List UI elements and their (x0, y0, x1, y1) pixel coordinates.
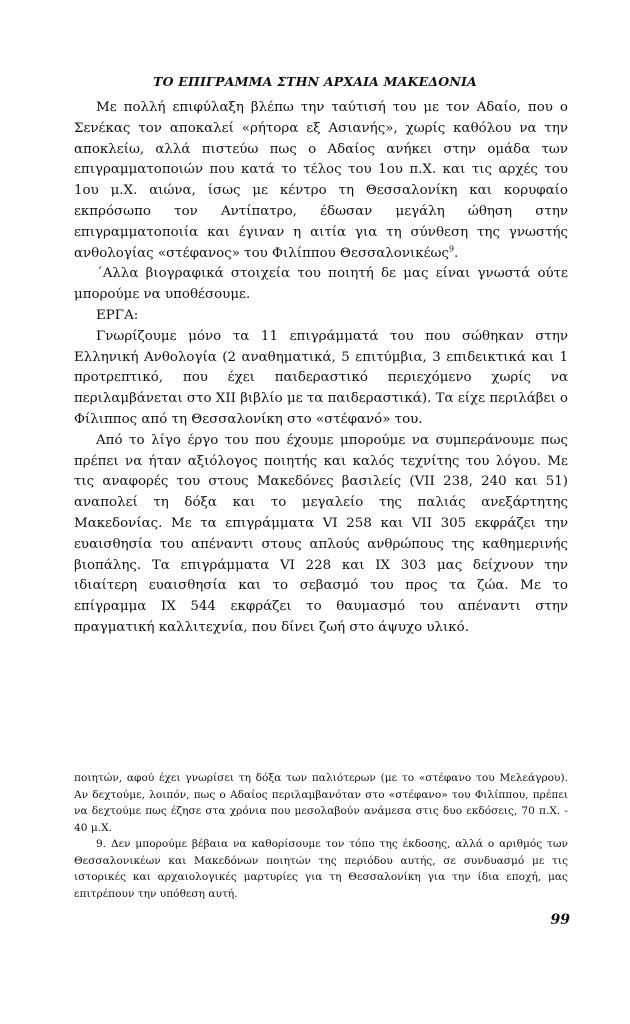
main-text (74, 98, 568, 639)
paragraph-assessment: Από το λίγο έργο του που έχουμε μπορούμε να συμπεράνουμε πως πρέπει να ήταν αξιόλογος ποιητής και καλός τεχνίτης του λόγου. Με τις αναφορές του στους Μακεδόνες βασιλείς (VII 238, 240 και 51) αναπολεί τη δόξα και το μεγαλείο της παλιάς ανεξάρτητης Μακεδονίας. Με τα επιγράμματα VI 258 και VII 305 εκφράζει την ευαισθησία του απέναντι στους απλούς ανθρώπους της καθημερινής βιοπάλης. Τα επιγράμματα VI 228 και IX 303 μας δείχνουν την ιδιαίτερη ευαισθησία και το σεβασμό του προς τα ζώα. Με το επίγραμμα IX 544 εκφράζει το θαυμασμό του απέναντι στην πραγματική καλλιτεχνία, που δίνει ζωή στο άψυχο υλικό. (74, 432, 568, 635)
paragraph-epigrams-list: Γνωρίζουμε μόνο τα 11 επιγράμματά του που σώθηκαν στην Ελληνική Ανθολογία (2 αναθηματικά, 5 επιτύμβια, 3 επιδεικτικά και 1 προτρεπτικό, που έχει παιδεραστικό περιεχόμενο χωρίς να περιλαμβάνεται στο XII βιβλίο με τα παιδεραστικά). Τα είχε περιλάβει ο Φίλιππος από τη Θεσσαλονίκη στο «στέφανό» του. (74, 328, 568, 427)
running-header: ΤΟ ΕΠΙΓΡΑΜΜΑ ΣΤΗΝ ΑΡΧΑΙΑ ΜΑΚΕΔΟΝΙΑ (153, 74, 477, 89)
paragraph-adaios-identification (74, 98, 568, 264)
paragraph-text: Με πολλή επιφύλαξη βλέπω την ταύτισή του με τον Αδαίο, που ο Σενέκας τον αποκαλεί «ρήτορα εξ Ασιανής», χωρίς καθόλου να την αποκλείω, αλλά πιστεύω πως ο Αδαίος ανήκει στην ομάδα των επιγραμματοποιών που κατά το τέλος του 1ου π.Χ. και τις αρχές του 1ου μ.Χ. αιώνα, ίσως με κέντρο τη Θεσσαλονίκη και κορυφαίο εκπρόσωπο τον Αντίπατρο, έδωσαν μεγάλη ώθηση στην επιγραμματοποιία και έγιναν η αιτία για τη σύνθεση της γνωστής ανθολογίας «στέφανος» του Φιλίππου Θεσσαλονικέως (74, 100, 568, 261)
footnote-9: 9. Δεν μπορούμε βέβαια να καθορίσουμε τον τόπο της έκδοσης, αλλά ο αριθμός των Θεσσαλονικέων και Μακεδόνων ποιητών της περιόδου αυτής, σε συνδυασμό με τις ιστορικές και αρχαιολογικές μαρτυρίες για τη Θεσσαλονίκη για την ίδια εποχή, μας επιτρέπουν την υπόθεση αυτή. (74, 838, 568, 900)
paragraph-biographical: ΄Αλλα βιογραφικά στοιχεία του ποιητή δε μας είναι γνωστά ούτε μπορούμε να υποθέσουμε. (74, 266, 568, 303)
paragraph-end: . (454, 245, 459, 261)
footnote-continuation: ποιητών, αφού έχει γνωρίσει τη δόξα των παλιότερων (με το «στέφανο του Μελεάγρου). Αν δεχτούμε, λοιπόν, πως ο Αδαίος περιλαμβανόταν στο «στέφανο» του Φιλίππου, πρέπει να δεχτούμε πως έζησε στα χρόνια που μεσολαβούν ανάμεσα στις δυο εκδόσεις, 70 π.Χ. - 40 μ.Χ. (74, 772, 568, 834)
footnotes (74, 770, 568, 902)
section-heading-works: ΕΡΓΑ: (96, 307, 139, 323)
page-number: 99 (550, 912, 570, 928)
footnote-reference: 9 (448, 244, 455, 254)
